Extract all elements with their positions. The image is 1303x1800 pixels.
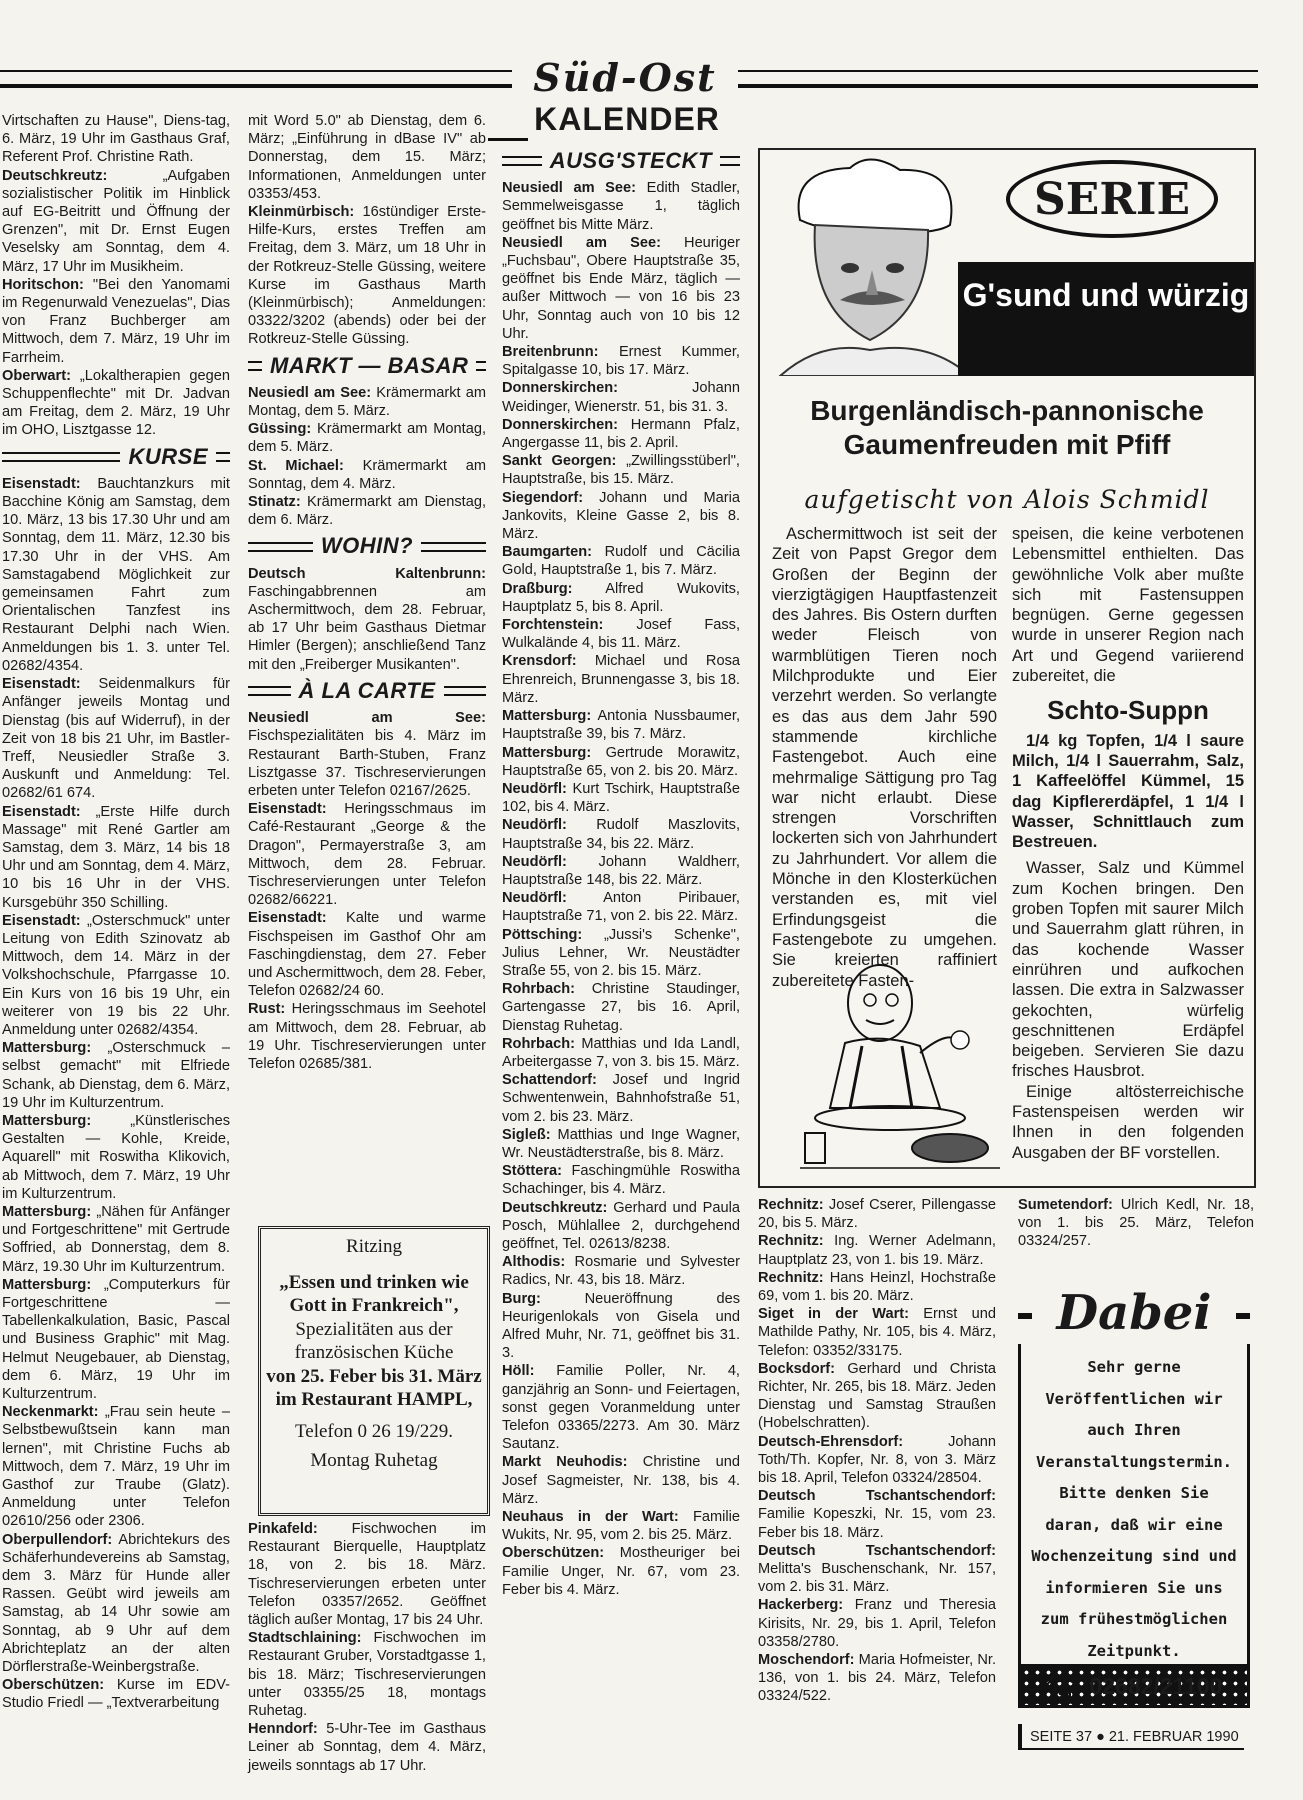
entry-place: Siget in der Wart: — [758, 1306, 909, 1323]
entry-paragraph — [502, 452, 740, 488]
entry-text: Ernst und Mathilde Pathy, Nr. 105, bis 4. März, Telefon: 03352/33175. — [758, 1306, 996, 1359]
entry-place: St. Michael: — [248, 457, 344, 474]
entry-place: Pöttsching: — [502, 926, 583, 943]
entry-paragraph — [248, 112, 486, 203]
entry-paragraph — [248, 1629, 486, 1720]
column-3 — [502, 148, 741, 1599]
entry-paragraph — [1018, 1196, 1254, 1251]
entry-paragraph — [758, 1232, 996, 1268]
col4a-list — [758, 1196, 996, 1706]
entry-place: Neudörfl: — [502, 780, 567, 797]
ritzing-line: Ritzing — [346, 1236, 402, 1257]
section-wohin — [248, 533, 486, 559]
entry-paragraph — [758, 1360, 996, 1433]
entry-place: Rohrbach: — [502, 1035, 575, 1052]
entry-text: „Osterschmuck – selbst gemacht" mit Elfriede Schank, ab Dienstag, dem 6. März, 19 Uhr im Kulturzentrum. — [2, 1040, 230, 1111]
entry-place: Eisenstadt: — [248, 801, 327, 818]
entry-paragraph — [758, 1433, 996, 1488]
entry-text: Heringsschmaus im Café-Restaurant „George & the Dragon", Permayerstraße 3, am Mittwoch, dem 28. Februar. Tischreservierungen unter Telefon 02682/66221. — [248, 801, 486, 909]
entry-text: Gerhard und Paula Posch, Mühlallee 2, durchgehend geöffnet, Tel. 02613/8238. — [502, 1199, 740, 1252]
entry-place: Moschendorf: — [758, 1652, 855, 1669]
section-title: KURSE — [128, 443, 208, 469]
entry-place: Mattersburg: — [502, 744, 592, 761]
col3-list — [502, 179, 740, 1599]
entry-paragraph — [758, 1487, 996, 1542]
entry-place: Draßburg: — [502, 580, 573, 597]
entry-place: Donnerskirchen: — [502, 380, 618, 397]
entry-text: Fischwochen im Restaurant Gruber, Vorstadtgasse 1, bis 18. März; Tischreservierungen unter 03355/25 18, montags Ruhetag. — [248, 1630, 486, 1720]
entry-paragraph — [502, 926, 740, 981]
entry-paragraph — [502, 816, 740, 852]
serie-box — [758, 148, 1256, 1188]
entry-paragraph — [2, 112, 230, 167]
entry-paragraph — [502, 744, 740, 780]
entry-place: Eisenstadt: — [248, 910, 327, 927]
entry-place: Eisenstadt: — [2, 912, 81, 929]
entry-paragraph — [2, 1039, 230, 1112]
entry-paragraph — [2, 1203, 230, 1276]
entry-text: Edith Stadler, Semmelweisgasse 1, täglich geöffnet bis Mitte März. — [502, 180, 740, 233]
entry-text: Ulrich Kedl, Nr. 18, von 1. bis 25. März, Telefon 03324/257. — [1018, 1197, 1254, 1250]
entry-text: Anton Piribauer, Hauptstraße 71, von 2. bis 22. März. — [502, 890, 740, 925]
cartoon-chef-icon — [800, 958, 1000, 1178]
entry-paragraph — [502, 780, 740, 816]
dabei-text: Sehr gerne Veröffentlichen wir auch Ihren Veranstaltungstermin. Bitte denken Sie daran, daß wir eine Wochenzeitung sind und informieren Sie uns zum frühestmöglichen Zeitpunkt. — [1031, 1358, 1237, 1660]
ritzing-line: Spezialitäten aus der französischen Küche — [294, 1318, 454, 1363]
entry-place: Deutschkreutz: — [502, 1199, 608, 1216]
entry-text: Hans Heinzl, Hochstraße 69, vom 1. bis 20. März. — [758, 1269, 996, 1305]
entry-text: Ing. Werner Adelmann, Hauptplatz 23, von 1. bis 19. März. — [758, 1233, 996, 1268]
entry-place: Hackerberg: — [758, 1597, 844, 1614]
entry-text: Antonia Nussbaumer, Hauptstraße 39, bis 7. März. — [502, 708, 740, 743]
entry-paragraph — [758, 1596, 996, 1651]
section-markt — [248, 352, 486, 378]
entry-text: Heuriger „Fuchsbau", Obere Hauptstraße 35, geöffnet bis Ende März, täglich — außer Mittwoch — von 16 bis 23 Uhr, Sonntag auch von 10 bis 12 Uhr. — [502, 234, 740, 342]
entry-text: 16stündiger Erste-Hilfe-Kurs, erstes Treffen am Freitag, dem 3. März, um 18 Uhr in der Rotkreuz-Stelle Güssing, weitere Kurse im Gasthaus Marth (Kleinmürbisch); Anmeldungen: 03322/3202 (abends) oder bei der Rotkreuz-Stelle Güssing. — [248, 204, 486, 348]
col1b-list — [2, 475, 230, 1713]
entry-paragraph — [248, 1720, 486, 1775]
entry-text: Johann Weidinger, Wienerstr. 51, bis 31. 3. — [502, 380, 740, 415]
entry-place: Mattersburg: — [2, 1203, 92, 1220]
entry-place: Bocksdorf: — [758, 1360, 836, 1377]
entry-text: Familie Poller, Nr. 4, ganzjährig an Sonn- und Feiertagen, sonst gegen Voranmeldung unter Telefon 03365/2273. Am 30. März Sautanz. — [502, 1363, 740, 1453]
entry-paragraph — [2, 1112, 230, 1203]
section-title: MARKT — BASAR — [270, 352, 469, 378]
entry-text: „Frau sein heute – Selbstbewußtsein kann man lernen", mit Christine Fuchs ab Mittwoch, dem 7. März, 19 Uhr im Gasthof zur Traube (Glatz). Anmeldung unter Telefon 02610/256 oder 2306. — [2, 1404, 230, 1530]
entry-place: Donnerskirchen: — [502, 416, 618, 433]
entry-paragraph — [248, 565, 486, 674]
serie-text-right — [1012, 524, 1244, 1163]
serie-paragraph: Wasser, Salz und Kümmel zum Kochen bringen. Den groben Topfen mit saurer Milch und Sauerrahm glatt rühren, in das kochende Wasser einrühren und aufkochen lassen. Die extra in Salzwasser gekochten, würfelig geschnittenen Erdäpfel beigeben. Servieren Sie dazu frisches Hausbrot. — [1012, 859, 1244, 1081]
entry-place: Markt Neuhodis: — [502, 1454, 628, 1471]
entry-text: Mostheuriger bei Familie Unger, Nr. 67, vom 23. Feber bis 4. März. — [502, 1545, 740, 1598]
col2e-list — [248, 1520, 486, 1775]
entry-text: Kalte und warme Fischspeisen im Gasthof Ohr am Faschingdienstag, dem 27. Feber und Aschermittwoch, dem 28. Feber, Telefon 02682/24 60. — [248, 910, 486, 1000]
entry-paragraph — [502, 416, 740, 452]
serie-subtitle: G'sund und würzig — [962, 277, 1250, 313]
col5a-list — [1018, 1196, 1254, 1251]
entry-text: Virtschaften zu Hause", Diens-tag, 6. März, 19 Uhr im Gasthaus Graf, Referent Prof. Christine Rath. — [2, 113, 230, 166]
ritzing-line: Montag Ruhetag — [310, 1450, 438, 1471]
header-kalender: KALENDER — [534, 101, 720, 137]
serie-text-left — [772, 524, 997, 991]
entry-paragraph — [502, 707, 740, 743]
entry-paragraph — [502, 543, 740, 579]
entry-paragraph — [758, 1651, 996, 1706]
entry-place: Güssing: — [248, 421, 312, 438]
entry-place: Rechnitz: — [758, 1233, 824, 1250]
entry-place: Breitenbrunn: — [502, 344, 599, 361]
entry-paragraph — [758, 1196, 996, 1232]
entry-paragraph — [502, 1199, 740, 1254]
header-rule-left — [0, 70, 512, 88]
entry-text: „Erste Hilfe durch Massage" mit René Gartler am Samstag, dem 3. März, 14 bis 18 Uhr und am Sonntag, dem 4. März, 10 bis 16 Uhr in der VHS. Kursgebühr 350 Schilling. — [2, 803, 230, 911]
entry-text: „Zwillingsstüberl", Hauptstraße, bis 15. März. — [502, 453, 740, 488]
entry-place: Neusiedl am See: — [502, 180, 636, 197]
entry-place: Mattersburg: — [2, 1276, 92, 1293]
entry-place: Neckenmarkt: — [2, 1404, 99, 1421]
entry-text: Gertrude Morawitz, Hauptstraße 65, von 2. bis 20. März. — [502, 744, 740, 779]
entry-text: Josef und Ingrid Schwentenwein, Bahnhofstraße 51, vom 2. bis 23. März. — [502, 1072, 740, 1125]
entry-paragraph — [502, 652, 740, 707]
entry-text: „Lokaltherapien gegen Schuppenflechte" mit Dr. Jadvan am Freitag, dem 2. März, 19 Uhr im OHO, Lisztgasse 12. — [2, 367, 230, 439]
section-kurse — [2, 443, 230, 469]
entry-place: Schattendorf: — [502, 1072, 597, 1089]
entry-text: Familie Wukits, Nr. 95, vom 2. bis 25. März. — [502, 1509, 740, 1544]
entry-text: „Nähen für Anfänger und Fortgeschrittene" mit Gertrude Soffried, ab Donnerstag, dem 8. März, 19.30 Uhr im Kulturzentrum. — [2, 1203, 230, 1275]
entry-place: Siegendorf: — [502, 489, 584, 506]
entry-text: Krämermarkt am Montag, dem 5. März. — [248, 421, 486, 456]
entry-place: Neudörfl: — [502, 817, 567, 834]
entry-paragraph — [502, 343, 740, 379]
entry-place: Sigleß: — [502, 1126, 551, 1143]
entry-paragraph — [2, 1276, 230, 1403]
entry-text: mit Word 5.0" ab Dienstag, dem 6. März; „Einführung in dBase IV" ab Donnerstag, dem 15. März; Informationen, Anmeldungen unter 03353/453. — [248, 113, 486, 202]
entry-paragraph — [758, 1269, 996, 1305]
entry-place: Neusiedl am See: — [248, 710, 486, 727]
entry-paragraph — [502, 234, 740, 343]
entry-paragraph — [502, 1362, 740, 1453]
entry-paragraph — [502, 853, 740, 889]
entry-place: Neusiedl am See: — [502, 234, 661, 251]
entry-paragraph — [248, 800, 486, 909]
entry-text: Krämermarkt am Sonntag, dem 4. März. — [248, 457, 486, 492]
header-underline — [488, 138, 528, 141]
section-title: À LA CARTE — [298, 677, 436, 703]
entry-paragraph — [502, 1071, 740, 1126]
entry-place: Sumetendorf: — [1018, 1197, 1113, 1213]
entry-place: Kleinmürbisch: — [248, 204, 355, 221]
entry-place: Oberschützen: — [502, 1545, 605, 1562]
dabei-phone-number: 02682/21100 — [1089, 1673, 1223, 1699]
entry-text: Krämermarkt am Dienstag, dem 6. März. — [248, 494, 486, 529]
serie-author: aufgetischt von Alois Schmidl — [804, 485, 1210, 514]
entry-text: Matthias und Inge Wagner, Wr. Neustädterstraße, bis 8. März. — [502, 1126, 740, 1161]
entry-place: Rechnitz: — [758, 1269, 824, 1286]
entry-text: Maria Hofmeister, Nr. 136, von 1. bis 24. März, Telefon 03324/522. — [758, 1652, 996, 1705]
recipe-ingredients: 1/4 kg Topfen, 1/4 l saure Milch, 1/4 l Sauerrahm, Salz, 1 Kaffeelöffel Kümmel, 15 dag Kipflererdäpfel, 1 1/4 l Wasser, Schnittlauch zum Bestreuen. — [1012, 731, 1244, 852]
entry-paragraph — [502, 580, 740, 616]
chef-portrait-icon — [760, 150, 990, 376]
entry-place: Neudörfl: — [502, 890, 567, 907]
entry-place: Burg: — [502, 1290, 541, 1307]
entry-paragraph — [248, 1520, 486, 1629]
entry-place: Rust: — [248, 1001, 286, 1018]
entry-paragraph — [248, 457, 486, 493]
column-4 — [758, 1196, 996, 1706]
entry-paragraph — [502, 1290, 740, 1363]
entry-text: Abrichtekurs des Schäferhundevereins ab Samstag, dem 3. März für Hunde aller Rassen. Geübt wird jeweils am Samstag, ab 14 Uhr sowie am Sonntag, ab 9 Uhr auf dem Abrichteplatz an der alten Dörflerstraße-Weinbergstraße. — [2, 1531, 230, 1676]
entry-paragraph — [2, 1676, 230, 1712]
entry-paragraph — [248, 709, 486, 800]
entry-paragraph — [248, 909, 486, 1000]
entry-place: Oberwart: — [2, 367, 71, 384]
entry-paragraph — [2, 1403, 230, 1530]
entry-paragraph — [502, 1544, 740, 1599]
entry-text: Matthias und Ida Landl, Arbeitergasse 7, von 3. bis 15. März. — [502, 1035, 740, 1070]
entry-paragraph — [502, 1453, 740, 1508]
entry-paragraph — [758, 1542, 996, 1597]
entry-text: Fischwochen im Restaurant Bierquelle, Hauptplatz 18, von 2. bis 18. März. Tischreservierungen erbeten unter Telefon 03357/2652. Geöffnet täglich außer Montag, 17 bis 24 Uhr. — [248, 1521, 486, 1629]
entry-place: Deutsch-Ehrensdorf: — [758, 1433, 904, 1450]
entry-paragraph — [2, 475, 230, 675]
column-2 — [248, 112, 486, 1073]
entry-text: Michael und Rosa Ehrenreich, Brunnengasse 3, bis 18. März. — [502, 653, 740, 706]
entry-place: Deutsch Tschantschendorf: — [758, 1488, 996, 1505]
entry-text: Fischspezialitäten bis 4. März im Restaurant Barth-Stuben, Franz Lisztgasse 37. Tischreservierungen erbeten unter Telefon 02167/2625. — [248, 728, 486, 799]
serie-badge: SERIE — [1006, 160, 1218, 238]
entry-paragraph — [2, 367, 230, 440]
ritzing-line: von 25. Feber bis 31. März im Restaurant HAMPL, — [266, 1365, 482, 1410]
entry-text: Melitta's Buschenschank, Nr. 157, vom 2. bis 31. März. — [758, 1561, 996, 1596]
entry-text: Josef Fass, Wulkalände 4, bis 11. März. — [502, 617, 740, 652]
entry-paragraph — [502, 379, 740, 415]
entry-paragraph — [248, 384, 486, 420]
entry-place: Stinatz: — [248, 494, 301, 511]
entry-place: Rechnitz: — [758, 1197, 824, 1213]
entry-paragraph — [2, 276, 230, 367]
entry-text: Alfred Wukovits, Hauptplatz 5, bis 8. April. — [502, 580, 740, 615]
col2c-list — [248, 565, 486, 674]
header-rule-right — [738, 70, 1258, 88]
column-2-bottom — [248, 1520, 486, 1775]
serie-headline: Burgenländisch-pannonische Gaumenfreuden mit Pfiff — [810, 395, 1204, 460]
entry-place: Stadtschlaining: — [248, 1630, 362, 1647]
col1a-list — [2, 112, 230, 440]
entry-place: Mattersburg: — [502, 708, 592, 725]
entry-place: Krensdorf: — [502, 653, 577, 670]
telephone-icon — [1045, 1675, 1077, 1699]
entry-place: Oberschützen: — [2, 1677, 105, 1694]
entry-place: Höll: — [502, 1363, 535, 1380]
entry-place: Baumgarten: — [502, 544, 593, 561]
entry-paragraph — [2, 167, 230, 276]
entry-place: Rohrbach: — [502, 981, 575, 998]
entry-text: Seidenmalkurs für Anfänger jeweils Montag und Dienstag (bis auf Widerruf), in der Zeit von 18 bis 21 Uhr, im Bastler-Treff, Neusiedler Straße 3. Auskunft und Anmeldung: Tel. 02682/61 674. — [2, 676, 230, 802]
entry-place: Deutschkreutz: — [2, 167, 108, 184]
entry-text: Faschingabbrennen am Aschermittwoch, dem 28. Februar, ab 17 Uhr beim Gasthaus Dietmar Himler (Bergen); anschließend Tanz mit den „Freiberger Musikanten". — [248, 583, 486, 673]
entry-text: Kurt Tschirk, Hauptstraße 102, bis 4. März. — [502, 780, 740, 816]
entry-place: Henndorf: — [248, 1721, 318, 1738]
column-1 — [2, 112, 230, 1713]
entry-text: Rosmarie und Sylvester Radics, Nr. 43, bis 18. März. — [502, 1254, 740, 1289]
entry-paragraph — [502, 1126, 740, 1162]
section-title: AUSG'STECKT — [549, 148, 712, 173]
entry-text: Heringsschmaus im Seehotel am Mittwoch, dem 28. Februar, ab 19 Uhr. Tischreservierungen unter Telefon 02685/381. — [248, 1001, 486, 1072]
entry-place: Althodis: — [502, 1254, 566, 1271]
entry-place: Eisenstadt: — [2, 803, 81, 820]
entry-place: Neusiedl am See: — [248, 384, 372, 401]
entry-place: Oberpullendorf: — [2, 1531, 113, 1548]
entry-paragraph — [2, 803, 230, 912]
section-alacarte — [248, 677, 486, 703]
entry-text: Kurse im EDV-Studio Friedl — „Textverarbeitung — [2, 1677, 230, 1712]
entry-text: Faschingmühle Roswitha Schachinger, bis 4. März. — [502, 1163, 740, 1198]
entry-paragraph — [2, 912, 230, 1039]
dabei-box — [1018, 1282, 1250, 1714]
entry-text: Hermann Pfalz, Angergasse 11, bis 2. April. — [502, 416, 740, 452]
entry-paragraph — [248, 1000, 486, 1073]
entry-text: „Jussi's Schenke", Julius Lehner, Wr. Neustädter Straße 55, von 2. bis 15. März. — [502, 926, 740, 979]
serie-paragraph: Aschermittwoch ist seit der Zeit von Papst Gregor dem Großen der Beginn der vierzigtägigen Hauptfastenzeit des Jahres. Bis Ostern durften weder Fleisch von warmblütigen Tieren noch Milchprodukte und Eier verzehrt werden. So verlangte es das aus dem Jahr 590 stammende kirchliche Fastengebot. Auch eine mehrmalige Sättigung pro Tag war nicht erlaubt. Diese strengen Vorschriften lockerten sich von Jahrhundert zu Jahrhundert. Vor allem die Mönche in den Klosterküchen verstanden es, mit viel Erfindungsgeist die Fastengebote zu umgehen. Sie kreierten raffiniert zubereitete Fasten- — [772, 525, 997, 990]
entry-place: Deutsch Kaltenbrunn: — [248, 565, 486, 582]
entry-place: Stöttera: — [502, 1163, 562, 1180]
col2a-list — [248, 112, 486, 349]
entry-paragraph — [502, 179, 740, 234]
entry-paragraph — [248, 493, 486, 529]
recipe-title: Schto-Suppn — [1047, 695, 1209, 726]
ritzing-line: „Essen und trinken wie Gott in Frankreich", — [279, 1271, 469, 1316]
entry-text: Johann Toth/Th. Kopfer, Nr. 8, von 3. März bis 18. April, Telefon 03324/28504. — [758, 1433, 996, 1487]
dabei-phone — [1027, 1673, 1241, 1700]
entry-paragraph — [502, 1508, 740, 1544]
entry-place: Horitschon: — [2, 276, 84, 293]
entry-text: Rudolf Maszlovits, Hauptstraße 34, bis 22. März. — [502, 817, 740, 852]
entry-text: Christine Staudinger, Gartengasse 27, bis 16. April, Dienstag Ruhetag. — [502, 981, 740, 1034]
entry-paragraph — [2, 1531, 230, 1677]
entry-place: Sankt Georgen: — [502, 453, 617, 470]
col2d-list — [248, 709, 486, 1073]
serie-paragraph: speisen, die keine verbotenen Lebensmittel enthielten. Das gewöhnliche Volk aber mußte sich mit Fastensuppen begnügen. Gerne gegessen wurde in unserer Region nach Art und Gegend variierend zubereitet, die — [1012, 525, 1244, 686]
entry-paragraph — [502, 1035, 740, 1071]
entry-paragraph — [502, 889, 740, 925]
entry-text: Bauchtanzkurs mit Bacchine König am Samstag, dem 10. März, 13 bis 17.30 Uhr und am Sonntag, dem 11. März, 12.30 bis 17.30 Uhr in der VHS. Am Samstagabend Möglichkeit zur gemeinsamen Fahrt zum Orientalischen Tanzfest ins Restaurant Delphi nach Wien. Anmeldungen bis 1. 3. unter Tel. 02682/4354. — [2, 475, 230, 674]
dabei-title: Dabei — [1018, 1282, 1250, 1344]
entry-text: „Osterschmuck" unter Leitung von Edith Szinovatz ab Mittwoch, dem 14. März in der Volkshochschule, Pfarrgasse 10. Ein Kurs von 16 bis 19 Uhr, ein weiterer von 19 bis 22 Uhr. Anmeldung unter 02682/4354. — [2, 912, 230, 1038]
entry-place: Eisenstadt: — [2, 475, 81, 492]
entry-text: Neueröffnung des Heurigenlokals von Gisela und Alfred Muhr, Nr. 71, geöffnet bis 31. 3. — [502, 1290, 740, 1362]
entry-paragraph — [502, 616, 740, 652]
entry-place: Neuhaus in der Wart: — [502, 1509, 679, 1526]
entry-text: Johann Waldherr, Hauptstraße 148, bis 22. März. — [502, 853, 740, 888]
entry-place: Pinkafeld: — [248, 1521, 318, 1537]
entry-text: Gerhard und Christa Richter, Nr. 265, bis 18. März. Jeden Dienstag und Samstag Straußen (Hobelschratten). — [758, 1360, 996, 1432]
column-5 — [1018, 1196, 1254, 1251]
entry-place: Eisenstadt: — [2, 676, 81, 693]
entry-place: Forchtenstein: — [502, 617, 604, 634]
entry-text: Johann und Maria Jankovits, Kleine Gasse 2, bis 8. März. — [502, 489, 740, 543]
section-title: WOHIN? — [320, 533, 414, 559]
entry-paragraph — [248, 203, 486, 349]
header-sued-ost: Süd-Ost — [533, 55, 717, 100]
entry-place: Mattersburg: — [2, 1112, 92, 1129]
entry-text: Familie Kopeszki, Nr. 15, vom 23. Feber bis 18. März. — [758, 1506, 996, 1541]
entry-paragraph — [502, 980, 740, 1035]
ritzing-ad-box — [258, 1226, 490, 1516]
entry-text: Franz und Theresia Kirisits, Nr. 29, bis 1. April, Telefon 03358/2780. — [758, 1597, 996, 1650]
entry-place: Neudörfl: — [502, 853, 567, 870]
entry-text: Christine und Josef Sagmeister, Nr. 138, bis 4. März. — [502, 1454, 741, 1507]
entry-paragraph — [758, 1305, 996, 1360]
entry-text: „Computerkurs für Fortgeschrittene — Tabellenkalkulation, Basic, Pascal und Business Graphic" mit Mag. Helmut Neugebauer, ab Dienstag, dem 6. März, 19 Uhr im Kulturzentrum. — [2, 1276, 230, 1403]
entry-paragraph — [502, 1162, 740, 1198]
entry-paragraph — [502, 1253, 740, 1289]
entry-paragraph — [248, 420, 486, 456]
entry-text: "Bei den Yanomami im Regenurwald Venezuelas", Dias von Franz Buchberger am Mittwoch, dem 7. März, 19 Uhr im Farrheim. — [2, 276, 230, 366]
entry-text: 5-Uhr-Tee im Gasthaus Leiner ab Sonntag, dem 4. März, jeweils sonntags ab 17 Uhr. — [248, 1721, 486, 1774]
entry-place: Deutsch Tschantschendorf: — [758, 1542, 996, 1559]
page-footer: SEITE 37 ● 21. FEBRUAR 1990 — [1018, 1724, 1244, 1750]
entry-paragraph — [2, 675, 230, 802]
col2b-list — [248, 384, 486, 530]
entry-text: „Aufgaben sozialistischer Politik im Hinblick auf EG-Beitritt und Öffnung der Grenzen", mit Dr. Ernst Eugen Veselsky am Sonntag, dem 4. März, 17 Uhr im Musikheim. — [2, 167, 230, 275]
entry-text: „Künstlerisches Gestalten — Kohle, Kreide, Aquarell" mit Roswitha Klikovich, ab Mittwoch, dem 7. März, 19 Uhr im Kulturzentrum. — [2, 1112, 230, 1202]
entry-text: Ernest Kummer, Spitalgasse 10, bis 17. März. — [502, 344, 740, 379]
entry-place: Mattersburg: — [2, 1040, 92, 1057]
entry-paragraph — [502, 489, 740, 544]
entry-text: Josef Cserer, Pillengasse 20, bis 5. März. — [758, 1197, 996, 1232]
dabei-body — [1018, 1344, 1250, 1699]
entry-text: Rudolf und Cäcilia Gold, Hauptstraße 1, bis 7. März. — [502, 544, 740, 579]
entry-text: Krämermarkt am Montag, dem 5. März. — [248, 384, 486, 420]
serie-paragraph: Einige altösterreichische Fastenspeisen werden wir Ihnen in den folgenden Ausgaben der BF vorstellen. — [1012, 1082, 1244, 1162]
ritzing-line: Telefon 0 26 19/229. — [294, 1420, 454, 1442]
section-ausgsteckt — [502, 148, 740, 173]
